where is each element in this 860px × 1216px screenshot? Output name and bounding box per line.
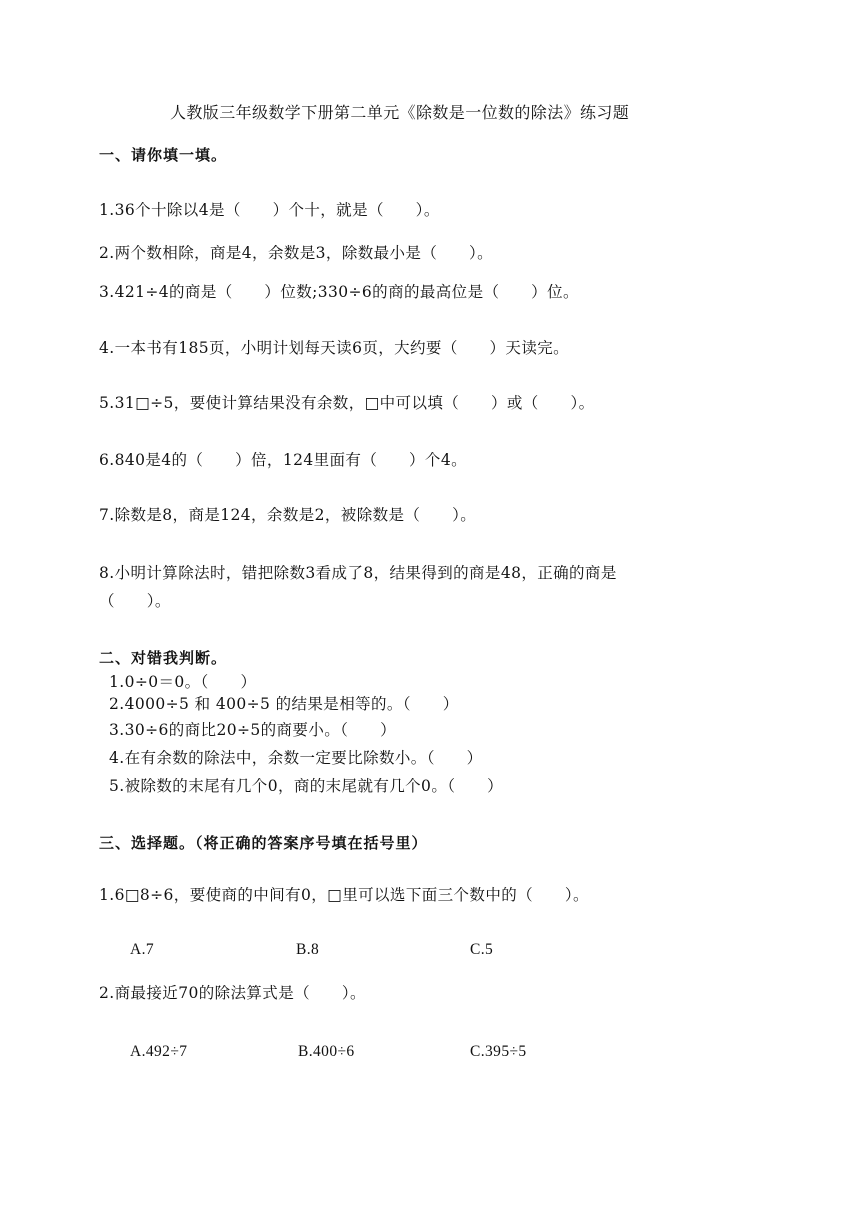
section-1-heading: 一、请你填一填。 [99,146,228,164]
judge-question-2: 2.4000÷5 和 400÷5 的结果是相等的。（ ） [109,695,459,713]
fill-question-1: 1.36个十除以4是（ ）个十，就是（ ）。 [99,201,440,219]
choice-2-option-c: C.395÷5 [470,1043,527,1060]
section-3-heading: 三、选择题。（将正确的答案序号填在括号里） [99,834,428,852]
fill-question-8-continued: （ ）。 [99,592,171,610]
fill-question-2: 2.两个数相除，商是4，余数是3，除数最小是（ ）。 [99,244,494,262]
choice-question-1: 1.6□8÷6，要使商的中间有0，□里可以选下面三个数中的（ ）。 [99,886,589,904]
choice-2-option-b: B.400÷6 [298,1043,355,1060]
fill-question-3: 3.421÷4的商是（ ）位数;330÷6的商的最高位是（ ）位。 [99,283,579,301]
choice-2-option-a: A.492÷7 [130,1043,188,1060]
fill-question-4: 4.一本书有185页，小明计划每天读6页，大约要（ ）天读完。 [99,339,570,357]
page-title: 人教版三年级数学下册第二单元《除数是一位数的除法》练习题 [170,103,630,122]
judge-question-5: 5.被除数的末尾有几个0，商的末尾就有几个0。（ ） [109,777,504,795]
choice-1-option-c: C.5 [470,941,494,958]
judge-question-4: 4.在有余数的除法中，余数一定要比除数小。（ ） [109,749,483,767]
fill-question-5: 5.31□÷5，要使计算结果没有余数，□中可以填（ ）或（ ）。 [99,394,595,412]
section-2-heading: 二、对错我判断。 [99,649,228,667]
fill-question-6: 6.840是4的（ ）倍，124里面有（ ）个4。 [99,451,467,469]
judge-question-1: 1.0÷0＝0。（ ） [109,673,257,691]
fill-question-8: 8.小明计算除法时，错把除数3看成了8，结果得到的商是48，正确的商是 [99,564,617,582]
fill-question-7: 7.除数是8，商是124，余数是2，被除数是（ ）。 [99,506,477,524]
choice-1-option-b: B.8 [296,941,320,958]
choice-question-2: 2.商最接近70的除法算式是（ ）。 [99,984,366,1002]
judge-question-3: 3.30÷6的商比20÷5的商要小。（ ） [109,721,396,739]
choice-1-option-a: A.7 [130,941,155,958]
